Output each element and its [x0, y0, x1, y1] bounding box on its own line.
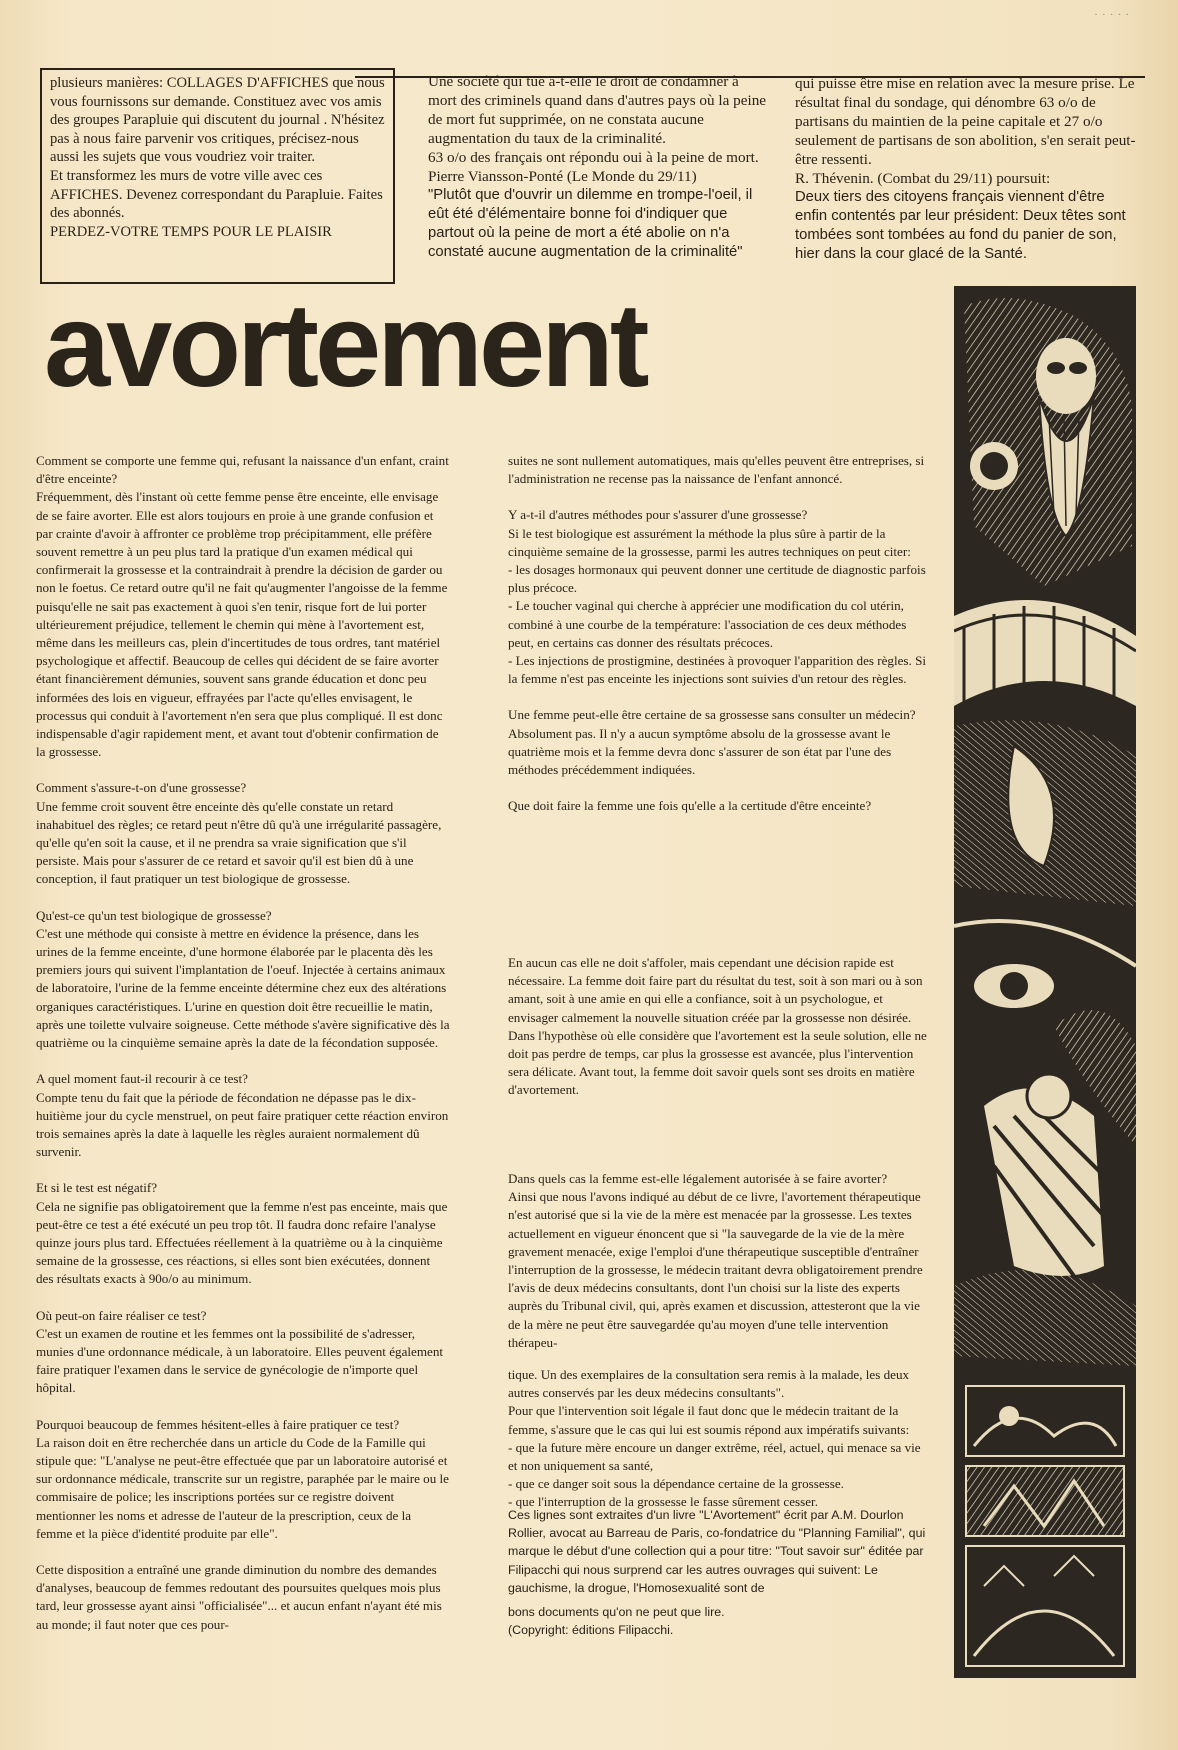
left-paragraph-6: Où peut-on faire réaliser ce test? C'est un examen de routine et les femmes ont la possibilité de s'adresser, munies d'une ordonnance médicale, à un laboratoire. Elles peuvent également faire pratiquer l'examen dans le service de gynécologie de n'importe quel hôpital.: [36, 1307, 444, 1396]
left-article-column: [36, 452, 450, 1652]
left-paragraph-3: Qu'est-ce qu'un test biologique de grossesse? C'est une méthode qui consiste à mettre en évidence la présence, dans les urines de la femme enceinte, d'une hormone élaborée par le placenta dès les premiers jours qui suivent l'implantation de l'oeuf. Injectée à certains animaux de laboratoire, l'urine de la femme enceinte détermine chez eux des altérations organiques caractéristiques. L'urine en question doit être recueillie le matin, après une toilette vulvaire soigneuse. Cette méthode s'avère significative dès la quatrième ou la cinquième semaine après la date de la fécondation supposée.: [36, 907, 450, 1051]
right-article-column-a: [508, 452, 928, 833]
left-paragraph-2: Comment s'assure-t-on d'une grossesse? Une femme croit souvent être enceinte dès qu'elle constate un retard inahabituel des règles; ce retard peut n'être dû qu'à une irrégularité passagère, qu'elle qu'en soit la cause, et il ne prendra sa vraie signification que s'il persiste. Mais pour s'assurer de ce retard et savoir qu'il est bien dû à une conception, il faut pratiquer un test biologique de grossesse.: [36, 780, 442, 887]
parapluie-box: [40, 68, 395, 284]
right-a-paragraph-4: Que doit faire la femme une fois qu'elle a la certitude d'être enceinte?: [508, 798, 872, 814]
left-paragraph-5: Et si le test est négatif? Cela ne signifie pas obligatoirement que la femme n'est pas enceinte, mais que peut-être ce test a été exécuté un peu trop tôt. Il faudra donc refaire l'analyse quinze jours plus tard. Effectuées réellement à la quatrième ou à la cinquième semaine de la grossesse, ces réactions, si elles sont bien exécutées, donnent des résultats exacts à 90o/o au minimum.: [36, 1180, 448, 1287]
box-paragraph-1: plusieurs manières: COLLAGES D'AFFICHES que nous vous fournissons sur demande. Constituez avec vos amis des groupes Parapluie qui discutent du journal . N'hésitez pas à nous faire parvenir vos critiques, précisez-nous aussi les sujets que vous voudriez voir traiter.: [50, 75, 385, 166]
credit-paragraph-2: bons documents qu'on ne peut que lire. (Copyright: éditions Filipacchi.: [508, 1605, 725, 1638]
right-article-column-c: [508, 1170, 928, 1530]
death-penalty-column: [428, 72, 768, 262]
top-mid-paragraph-1: Une société qui tue a-t-elle le droit de condamner à mort des criminels quand dans d'autres pays où la peine de mort fut supprimée, on ne constata aucune augmentation du taux de la criminalité.: [428, 73, 767, 147]
left-paragraph-7: Pourquoi beaucoup de femmes hésitent-elles à faire pratiquer ce test? La raison doit en être recherchée dans un article du Code de la Famille qui stipule que: "L'analyse ne peut-être effectuée que par un laboratoire autorisé et sur ordonnance médicale, transcrite sur un registre, paraphée par le maire ou le commisaire de police; les inscriptions portées sur ce registre doivent mentionner les noms et adresse de l'auteur de la prescription, ceux de la femme et la pièce d'identité produite par elle".: [36, 1416, 449, 1541]
book-credit: [508, 1506, 928, 1639]
box-paragraph-3: PERDEZ-VOTRE TEMPS POUR LE PLAISIR: [50, 223, 332, 240]
right-c-paragraph-2: tique. Un des exemplaires de la consultation sera remis à la malade, les deux autres conservés par les deux médecins consultants". Pour que l'intervention soit légale il faut donc que le médecin traitant de la femme, s'assure que le cas qui lui est soumis répond aux impératifs suivants: - que la future mère encoure un danger extrême, réel, actuel, qui menace sa vie et non uniquement sa santé, - que ce danger soit sous la dépendance certaine de la grossesse. - que l'interruption de la grossesse le fasse sûrement cesser.: [508, 1367, 921, 1510]
sondage-column: [795, 74, 1140, 264]
top-right-quote: Deux tiers des citoyens français viennent d'être enfin contentés par leur président: Deux têtes sont tombées sont tombées au fond du panier de son, hier dans la cour glacé de la Santé.: [795, 189, 1126, 262]
box-paragraph-2: Et transformez les murs de votre ville avec ces AFFICHES. Devenez correspondant du Parapluie. Faites des abonnés.: [50, 167, 383, 222]
left-paragraph-4: A quel moment faut-il recourir à ce test? Compte tenu du fait que la période de fécondation ne dépasse pas le dix-huitième jour du cycle menstruel, on peut faire pratiquer cette réaction environ trois semaines après la date à laquelle les règles auraient normalement dû survenir.: [36, 1071, 449, 1160]
right-article-column-b: [508, 954, 928, 1118]
top-right-paragraph-2: R. Thévenin. (Combat du 29/11) poursuit:: [795, 170, 1051, 187]
top-mid-attribution: Pierre Viansson-Ponté (Le Monde du 29/11): [428, 168, 697, 185]
right-c-paragraph-1: Dans quels cas la femme est-elle légalement autorisée à se faire avorter? Ainsi que nous l'avons indiqué au début de ce livre, l'avortement thérapeutique n'est autorisé que si la vie de la mère est menacée par la grossesse. Les textes actuellement en vigueur énoncent que si "la sauvegarde de la vie de la mère gravement menacée, exige l'emploi d'une thérapeutique susceptible d'entraîner l'interruption de la grossesse, le médecin traitant devra obligatoirement prendre l'avis de deux médecins consultants, dont l'un choisi sur la liste des experts auprès du Tribunal civil, qui, après examen et discussion, attesteront que la vie de la mère ne peut être sauvegardée qu'au moyen d'une telle intervention thérapeu-: [508, 1171, 923, 1350]
headline: avortement: [44, 279, 646, 412]
woodcut-illustration-icon: [954, 286, 1136, 1678]
top-right-paragraph-1: qui puisse être mise en relation avec la mesure prise. Le résultat final du sondage, qui dénombre 63 o/o de partisans du maintien de la peine capitale et 27 o/o seulement de partisans de son abolition, s'en serait peut-être ressenti.: [795, 75, 1136, 168]
top-mid-paragraph-2: 63 o/o des français ont répondu oui à la peine de mort.: [428, 149, 759, 166]
right-a-paragraph-1: suites ne sont nullement automatiques, mais qu'elles peuvent être entreprises, si l'administration ne recense pas la naissance de l'enfant annoncé.: [508, 453, 925, 487]
credit-paragraph-1: Ces lignes sont extraites d'un livre "L'Avortement" écrit par A.M. Dourlon Rollier, avocat au Barreau de Paris, co-fondatrice du "Planning Familial", qui marque le début d'une collection qui a pour titre: "Tout savoir sur" éditée par Filipacchi qui nous surprend car les autres ouvrages qui suivent: Le gauchisme, la drogue, l'Homosexualité sont de: [508, 1508, 926, 1595]
top-mid-quote: "Plutôt que d'ouvrir un dilemme en trompe-l'oeil, il eût été d'élémentaire bonne foi d'indiquer que partout où la peine de mort a été abolie on n'a constaté aucune augmentation de la criminalité": [428, 187, 753, 260]
left-paragraph-1: Comment se comporte une femme qui, refusant la naissance d'un enfant, craint d'être enceinte? Fréquemment, dès l'instant où cette femme pense être enceinte, elle envisage de se faire avorter. Elle est alors toujours en proie à une grande confusion et par crainte d'avoir à affronter ce problème trop précipitamment, elle préfère souvent remettre à un peu plus tard la pratique d'un examen médical qui confirmerait la grossesse et la contraindrait à prendre la décision de garder ou non le foetus. Ce retard outre qu'il ne fait qu'augmenter l'angoisse de la femme puisqu'elle ne sait pas exactement à quoi s'en tenir, risque fort de lui porter ultérieurement préjudice, tellement le chemin qui mène à l'avortement est, même dans les meilleurs cas, plein d'incertitudes de tous ordres, tant matériel psychologique et affectif. Beaucoup de celles qui décident de se faire avorter étant financièrement démunies, souvent sans grande éducation et donc peu informées des lois en vigueur, effrayées par l'acte qu'elles envisagent, le processus qui conduit à l'avortement n'en sera que plus compliqué. Il est donc indispensable d'agir rapidement ment, et avant tout d'obtenir confirmation de la grossesse.: [36, 453, 449, 760]
right-a-paragraph-3: Une femme peut-elle être certaine de sa grossesse sans consulter un médecin? Absolument pas. Il n'y a aucun symptôme absolu de la grossesse avant le quatrième mois et la femme devra donc s'assurer de son état par l'une des méthodes précédemment indiquées.: [508, 707, 916, 778]
page-mark: · · · · ·: [1094, 10, 1130, 21]
left-paragraph-8: Cette disposition a entraîné une grande diminution du nombre des demandes d'analyses, beaucoup de femmes redoutant des poursuites quelques mois plus tard, leur grossesse ayant ainsi "officialisée"... et aucun enfant n'ayant été mis au monde; il faut noter que ces pour-: [36, 1561, 442, 1632]
right-b-paragraph-1: En aucun cas elle ne doit s'affoler, mais cependant une décision rapide est nécessaire. La femme doit faire part du résultat du test, soit à son mari ou à son amant, soit à une amie en qui elle a confiance, soit à un psychologue, et envisager calmement la nouvelle situation créée par la grossesse non désirée. Dans l'hypothèse où elle considère que l'avortement est la seule solution, elle ne doit pas perdre de temps, car plus la grossesse est avancée, plus l'intervention sera délicate. Avant tout, la femme doit savoir quels sont ses droits en matière d'avortement.: [508, 955, 927, 1098]
right-a-paragraph-2: Y a-t-il d'autres méthodes pour s'assurer d'une grossesse? Si le test biologique est assurément la méthode la plus sûre à partir de la cinquième semaine de la grossesse, parmi les autres techniques on peut citer: - les dosages hormonaux qui peuvent donner une certitude de diagnostic parfois plus précoce. - Le toucher vaginal qui cherche à apprécier une modification du col utérin, combiné à une courbe de la température: l'association de ces deux méthodes peut, en certains cas donner des résultats précoces. - Les injections de prostigmine, destinées à provoquer l'apparition des règles. Si la femme n'est pas enceinte les injections sont suivies d'un retour des règles.: [508, 507, 926, 687]
woodcut-illustration-svg: [954, 286, 1136, 1678]
